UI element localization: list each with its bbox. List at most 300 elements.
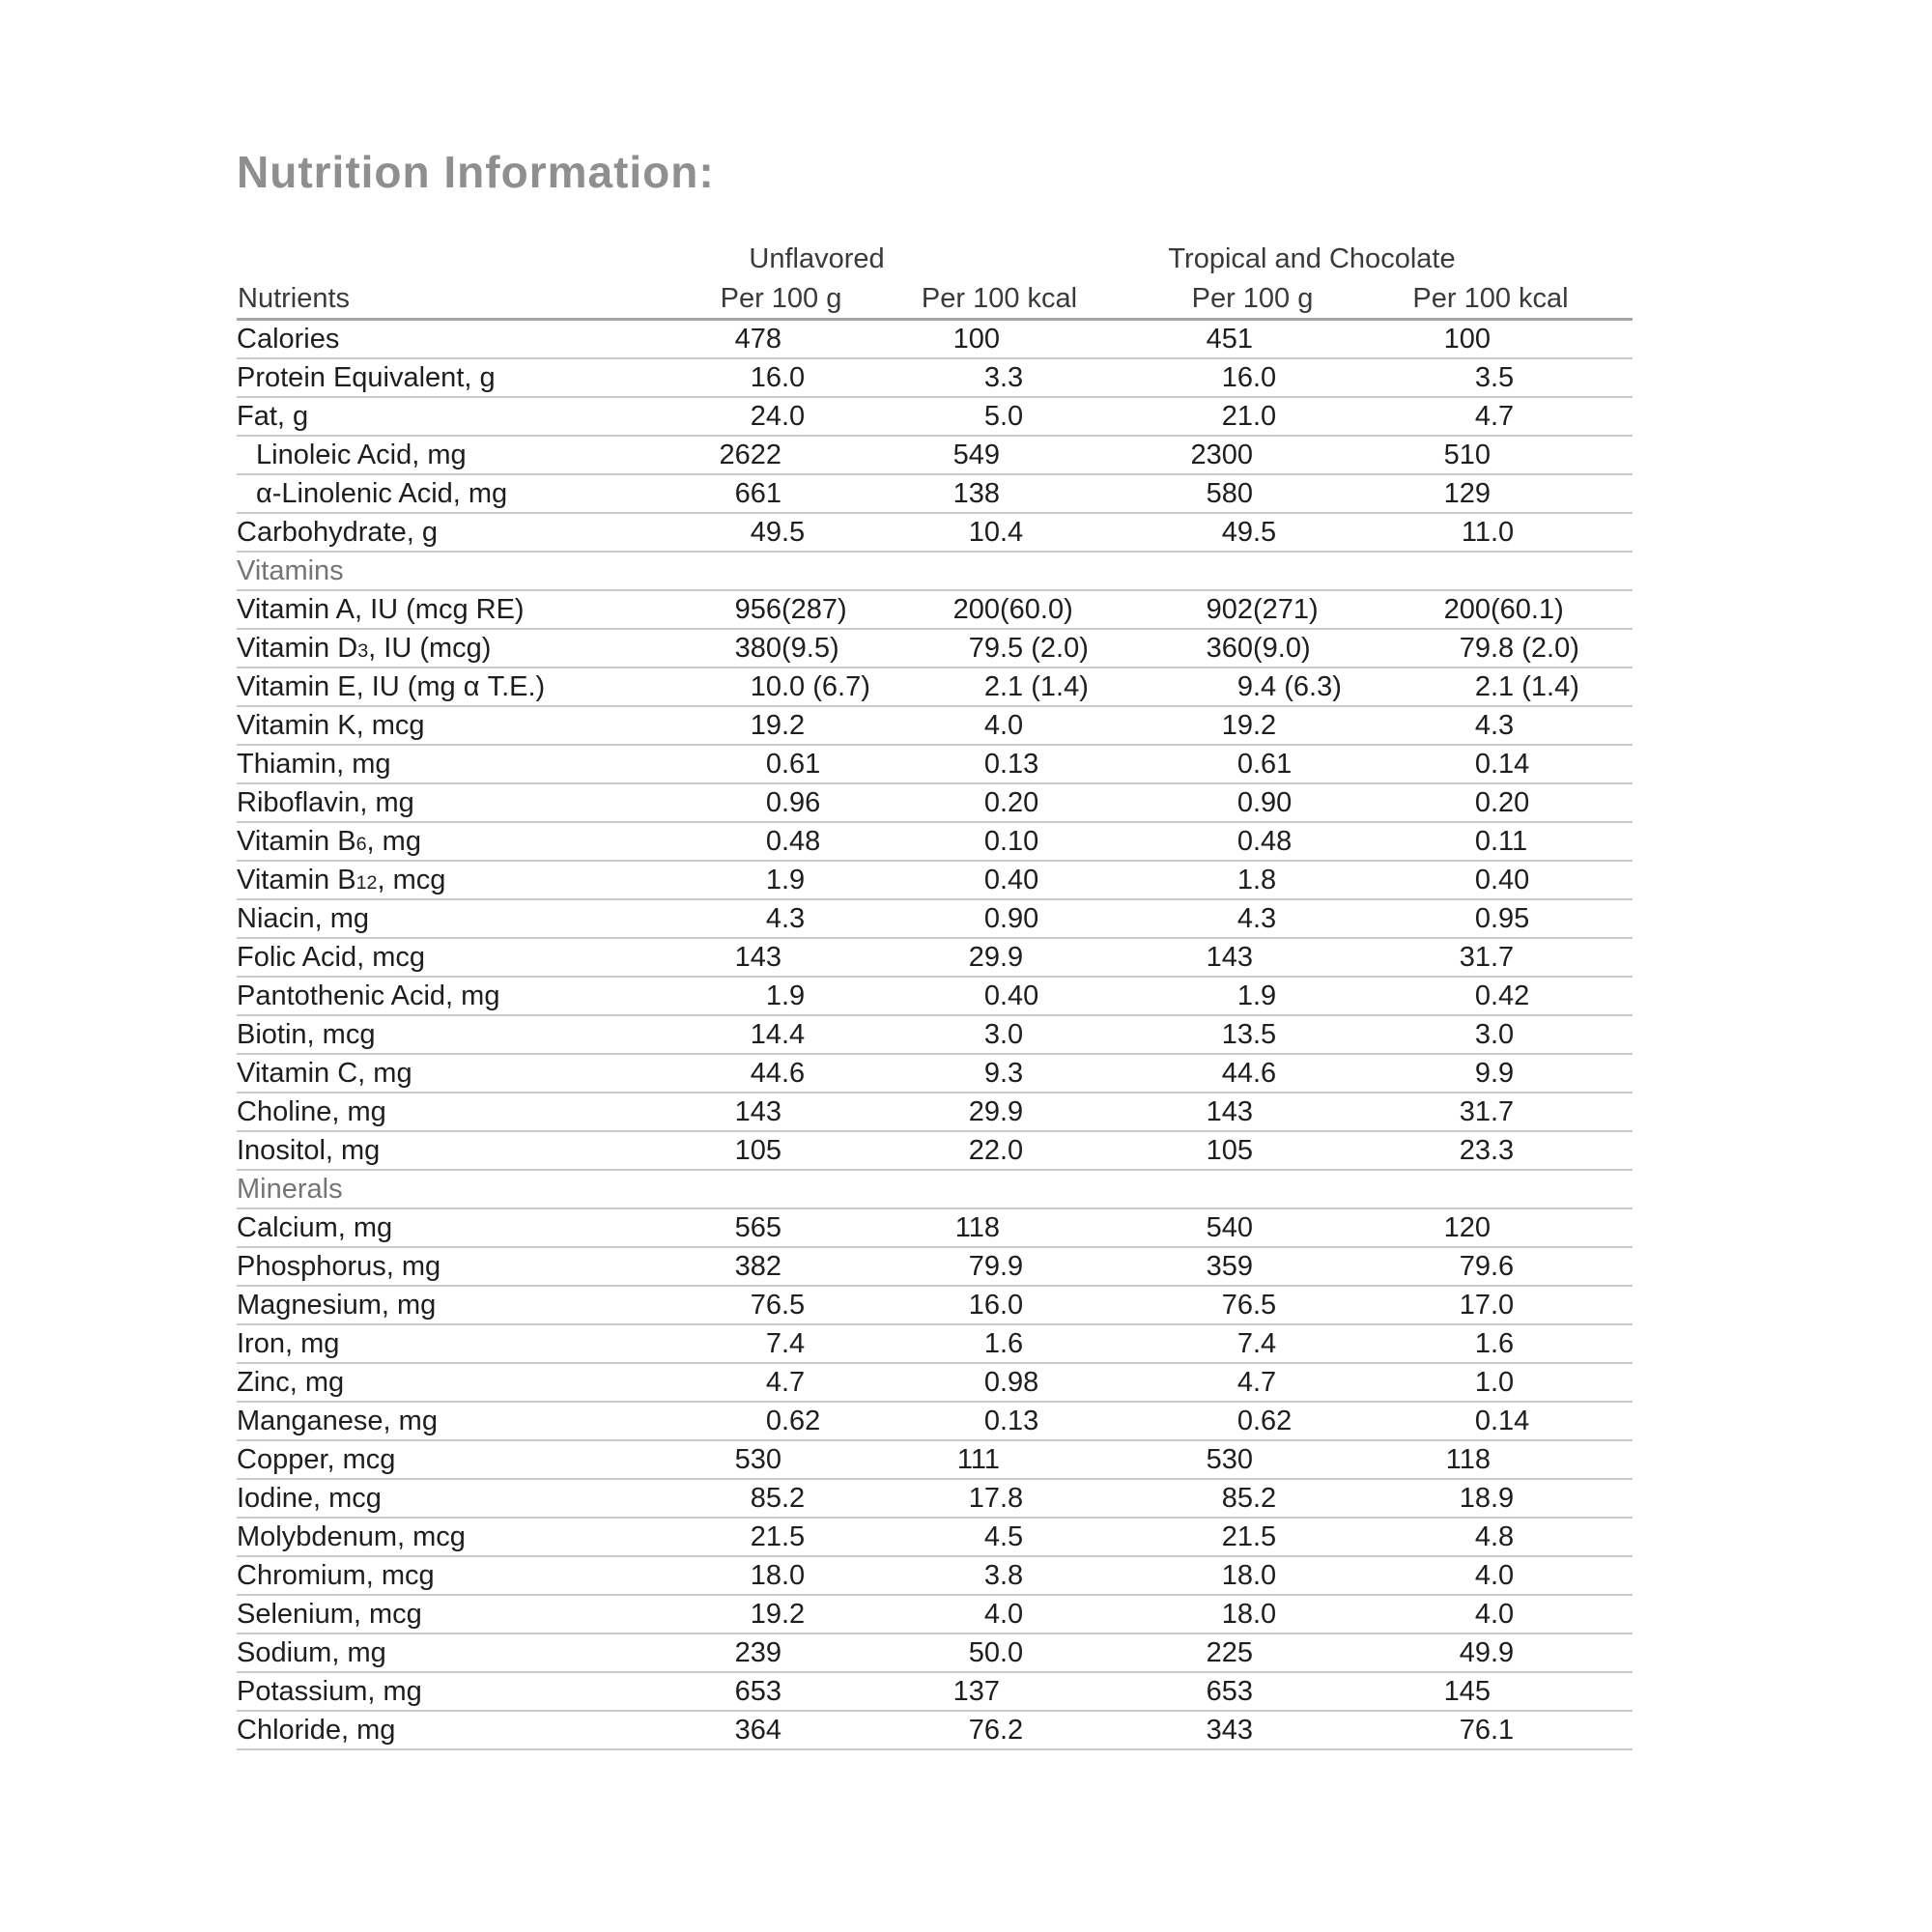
value-fraction-part: .11	[1491, 826, 1528, 857]
nutrient-value	[1096, 745, 1348, 783]
column-header-row	[237, 280, 1633, 320]
table-row	[237, 783, 1633, 822]
value-integer-part: 0	[765, 787, 781, 818]
nutrient-value	[1348, 1479, 1633, 1518]
value-integer-part: 530	[1206, 1444, 1253, 1475]
value-integer-part: 4	[1474, 1599, 1491, 1630]
value-integer-part: 5	[983, 401, 1000, 432]
value-integer-part: 0	[1236, 787, 1253, 818]
nutrient-value	[1348, 783, 1633, 822]
value-integer-part: 29	[968, 942, 1000, 973]
value-integer-part: 4	[1474, 1521, 1491, 1552]
nutrient-label: α-Linolenic Acid, mg	[237, 474, 604, 513]
value-fraction-part: .62	[781, 1406, 821, 1436]
group-header-row	[237, 238, 1633, 280]
nutrient-value	[1096, 1286, 1348, 1324]
nutrient-value	[604, 358, 874, 397]
value-integer-part: 4	[765, 1367, 781, 1398]
value-fraction-part: .5	[781, 517, 806, 548]
value-integer-part: 4	[1474, 710, 1491, 741]
nutrient-label: Iron, mg	[237, 1324, 604, 1363]
value-integer-part: 653	[1206, 1676, 1253, 1707]
value-fraction-part: .13	[1000, 1406, 1039, 1436]
value-integer-part: 22	[968, 1135, 1000, 1166]
nutrient-label: Chromium, mcg	[237, 1556, 604, 1595]
value-integer-part: 540	[1206, 1212, 1253, 1243]
value-integer-part: 0	[983, 1367, 1000, 1398]
nutrient-value	[1096, 1208, 1348, 1247]
nutrient-value	[604, 822, 874, 861]
value-integer-part: 0	[983, 749, 1000, 780]
value-integer-part: 21	[1221, 401, 1253, 432]
nutrient-label: Calories	[237, 320, 604, 359]
value-fraction-part: .7	[1491, 401, 1515, 432]
nutrient-value	[874, 745, 1096, 783]
value-integer-part: 4	[765, 903, 781, 934]
value-integer-part: 49	[1459, 1637, 1491, 1668]
nutrient-label: Copper, mcg	[237, 1440, 604, 1479]
nutrient-label: Iodine, mcg	[237, 1479, 604, 1518]
value-fraction-part: .20	[1491, 787, 1530, 818]
value-fraction-part: .0	[1253, 362, 1277, 393]
nutrient-label: Riboflavin, mg	[237, 783, 604, 822]
nutrient-value	[1096, 1324, 1348, 1363]
value-integer-part: 0	[1474, 787, 1491, 818]
value-fraction-part: .5	[1000, 1521, 1024, 1552]
nutrient-value	[1348, 822, 1633, 861]
value-integer-part: 100	[952, 324, 1000, 355]
value-integer-part: 18	[1221, 1599, 1253, 1630]
value-integer-part: 3	[1474, 362, 1491, 393]
nutrient-value	[1348, 590, 1633, 629]
value-integer-part: 451	[1206, 324, 1253, 355]
value-integer-part: 31	[1459, 942, 1491, 973]
value-fraction-part: .3	[781, 903, 806, 934]
value-fraction-part: .90	[1000, 903, 1039, 934]
nutrient-value	[604, 668, 874, 706]
value-fraction-part: .90	[1253, 787, 1293, 818]
nutrient-value	[1348, 706, 1633, 745]
value-fraction-part: .6	[1491, 1251, 1515, 1282]
value-fraction-part: .4	[1253, 1328, 1277, 1359]
value-fraction-part: (271)	[1253, 594, 1319, 625]
value-integer-part: 2300	[1190, 440, 1253, 470]
value-integer-part: 7	[1236, 1328, 1253, 1359]
value-fraction-part: .0	[781, 401, 806, 432]
nutrient-value	[1096, 358, 1348, 397]
nutrient-value	[874, 1402, 1096, 1440]
value-fraction-part: .14	[1491, 1406, 1530, 1436]
value-integer-part: 145	[1443, 1676, 1491, 1707]
value-integer-part: 9	[1474, 1058, 1491, 1089]
value-fraction-part: .0	[1000, 401, 1024, 432]
value-integer-part: 2	[1474, 671, 1491, 702]
nutrient-value	[604, 1131, 874, 1170]
table-row	[237, 513, 1633, 552]
nutrient-value	[1348, 745, 1633, 783]
table-row	[237, 590, 1633, 629]
value-fraction-part: .0	[781, 1560, 806, 1591]
nutrient-label: Vitamin B6, mg	[237, 822, 604, 861]
value-integer-part: 120	[1443, 1212, 1491, 1243]
value-integer-part: 3	[983, 362, 1000, 393]
value-integer-part: 902	[1206, 594, 1253, 625]
table-row	[237, 668, 1633, 706]
value-integer-part: 653	[734, 1676, 781, 1707]
subscript: 6	[355, 834, 367, 855]
value-integer-part: 4	[983, 710, 1000, 741]
nutrient-value	[604, 1247, 874, 1286]
value-integer-part: 4	[983, 1521, 1000, 1552]
nutrient-label: Phosphorus, mg	[237, 1247, 604, 1286]
value-integer-part: 137	[952, 1676, 1000, 1707]
value-integer-part: 1	[765, 980, 781, 1011]
value-integer-part: 359	[1206, 1251, 1253, 1282]
value-fraction-part: .40	[1000, 980, 1039, 1011]
value-fraction-part: .95	[1491, 903, 1530, 934]
nutrient-value	[1348, 1131, 1633, 1170]
value-fraction-part: .48	[1253, 826, 1293, 857]
value-fraction-part: .0	[1000, 1135, 1024, 1166]
nutrient-value	[1348, 938, 1633, 977]
nutrient-value	[874, 513, 1096, 552]
value-integer-part: 380	[734, 633, 781, 664]
nutrient-value	[874, 436, 1096, 474]
value-fraction-part: .1	[1491, 1715, 1515, 1746]
value-fraction-part: .2	[1253, 710, 1277, 741]
value-fraction-part: .14	[1491, 749, 1530, 780]
column-header-nutrients: Nutrients	[237, 280, 604, 320]
nutrient-value	[1096, 861, 1348, 899]
nutrient-label: Protein Equivalent, g	[237, 358, 604, 397]
value-fraction-part: .0	[1000, 1290, 1024, 1321]
value-fraction-part: .10	[1000, 826, 1039, 857]
value-fraction-part: .9	[781, 980, 806, 1011]
nutrient-value	[874, 977, 1096, 1015]
value-integer-part: 79	[1459, 1251, 1491, 1282]
nutrient-value	[874, 1208, 1096, 1247]
value-integer-part: 138	[952, 478, 1000, 509]
value-integer-part: 4	[1236, 903, 1253, 934]
value-fraction-part: .0	[1491, 1019, 1515, 1050]
nutrient-label: Choline, mg	[237, 1093, 604, 1131]
value-fraction-part: .3	[1000, 362, 1024, 393]
value-integer-part: 0	[1474, 865, 1491, 895]
value-integer-part: 200	[1443, 594, 1491, 625]
value-fraction-part: .2	[1000, 1715, 1024, 1746]
table-row	[237, 745, 1633, 783]
value-fraction-part: .5	[1253, 517, 1277, 548]
nutrient-value	[604, 320, 874, 359]
nutrient-value	[604, 1634, 874, 1672]
value-integer-part: 21	[750, 1521, 781, 1552]
nutrient-label: Sodium, mg	[237, 1634, 604, 1672]
nutrient-label: Carbohydrate, g	[237, 513, 604, 552]
table-row	[237, 1711, 1633, 1749]
value-integer-part: 11	[1461, 517, 1491, 548]
nutrient-value	[874, 1479, 1096, 1518]
nutrient-value	[874, 1634, 1096, 1672]
value-integer-part: 9	[983, 1058, 1000, 1089]
table-row	[237, 1131, 1633, 1170]
value-fraction-part: .62	[1253, 1406, 1293, 1436]
value-integer-part: 100	[1443, 324, 1491, 355]
nutrient-value	[1096, 629, 1348, 668]
nutrient-value	[874, 1711, 1096, 1749]
nutrient-value	[1348, 358, 1633, 397]
value-fraction-part: .48	[781, 826, 821, 857]
value-fraction-part: .0	[1491, 1599, 1515, 1630]
nutrient-value	[874, 1093, 1096, 1131]
nutrient-value	[1096, 977, 1348, 1015]
value-integer-part: 0	[1474, 1406, 1491, 1436]
value-fraction-part: .20	[1000, 787, 1039, 818]
nutrient-value	[1348, 1556, 1633, 1595]
nutrition-sheet	[237, 145, 1633, 1750]
nutrient-label: Molybdenum, mcg	[237, 1518, 604, 1556]
value-fraction-part: .2	[781, 1483, 806, 1514]
value-integer-part: 510	[1443, 440, 1491, 470]
value-integer-part: 76	[968, 1715, 1000, 1746]
value-integer-part: 18	[1221, 1560, 1253, 1591]
value-integer-part: 0	[765, 1406, 781, 1436]
nutrient-value	[1096, 397, 1348, 436]
nutrient-label: Chloride, mg	[237, 1711, 604, 1749]
value-fraction-part: .4 (6.3)	[1253, 671, 1342, 702]
nutrient-value	[1096, 1634, 1348, 1672]
nutrient-value	[604, 1595, 874, 1634]
nutrient-value	[604, 706, 874, 745]
value-fraction-part: .5 (2.0)	[1000, 633, 1089, 664]
nutrient-value	[604, 1402, 874, 1440]
value-fraction-part: .5	[1253, 1521, 1277, 1552]
value-fraction-part: .6	[1491, 1328, 1515, 1359]
value-fraction-part: .2	[1253, 1483, 1277, 1514]
value-fraction-part: .0	[1000, 1637, 1024, 1668]
value-fraction-part: .3	[1000, 1058, 1024, 1089]
nutrient-value	[874, 1363, 1096, 1402]
section-row	[237, 1170, 1633, 1208]
nutrient-value	[874, 1672, 1096, 1711]
nutrient-value	[604, 436, 874, 474]
value-integer-part: 111	[956, 1444, 1000, 1475]
table-row	[237, 1556, 1633, 1595]
value-integer-part: 143	[734, 942, 781, 973]
value-integer-part: 31	[1459, 1096, 1491, 1127]
subscript: 12	[355, 872, 378, 894]
value-integer-part: 76	[750, 1290, 781, 1321]
nutrient-value	[1348, 1440, 1633, 1479]
nutrient-value	[604, 1479, 874, 1518]
nutrient-value	[1348, 629, 1633, 668]
nutrient-value	[604, 1556, 874, 1595]
table-row	[237, 706, 1633, 745]
value-integer-part: 85	[1221, 1483, 1253, 1514]
value-fraction-part: .0	[1491, 517, 1515, 548]
value-fraction-part: .42	[1491, 980, 1530, 1011]
nutrient-value	[1348, 1054, 1633, 1093]
value-fraction-part: .0	[1000, 710, 1024, 741]
value-fraction-part: .6	[1253, 1058, 1277, 1089]
table-header	[237, 238, 1633, 320]
value-fraction-part: .13	[1000, 749, 1039, 780]
value-integer-part: 4	[1236, 1367, 1253, 1398]
value-fraction-part: .4	[781, 1328, 806, 1359]
value-integer-part: 956	[734, 594, 781, 625]
value-fraction-part: (9.0)	[1253, 633, 1311, 664]
value-fraction-part: .5	[781, 1290, 806, 1321]
nutrient-value	[1348, 1015, 1633, 1054]
table-row	[237, 1672, 1633, 1711]
value-fraction-part: .4	[1000, 517, 1024, 548]
column-header-per-100kcal-tropical: Per 100 kcal	[1348, 280, 1633, 320]
value-integer-part: 18	[750, 1560, 781, 1591]
nutrient-value	[1096, 1131, 1348, 1170]
value-fraction-part: .98	[1000, 1367, 1039, 1398]
value-integer-part: 0	[1236, 826, 1253, 857]
value-fraction-part: .9	[781, 865, 806, 895]
value-integer-part: 0	[983, 1406, 1000, 1436]
value-integer-part: 16	[1221, 362, 1253, 393]
nutrient-label: Linoleic Acid, mg	[237, 436, 604, 474]
value-integer-part: 118	[954, 1212, 1000, 1243]
table-row	[237, 1595, 1633, 1634]
table-row	[237, 977, 1633, 1015]
nutrient-value	[604, 1363, 874, 1402]
nutrition-table-rows	[237, 320, 1633, 1750]
nutrient-label: Vitamin C, mg	[237, 1054, 604, 1093]
nutrient-value	[604, 1286, 874, 1324]
value-integer-part: 1	[983, 1328, 1000, 1359]
value-integer-part: 105	[1206, 1135, 1253, 1166]
value-integer-part: 17	[1459, 1290, 1491, 1321]
nutrient-value	[1348, 1402, 1633, 1440]
value-integer-part: 565	[734, 1212, 781, 1243]
value-fraction-part: .5	[1253, 1019, 1277, 1050]
value-fraction-part: .2	[781, 710, 806, 741]
value-integer-part: 2622	[719, 440, 781, 470]
value-fraction-part: .9	[1253, 980, 1277, 1011]
value-fraction-part: .61	[1253, 749, 1293, 780]
value-integer-part: 24	[750, 401, 781, 432]
table-row	[237, 1015, 1633, 1054]
table-row	[237, 861, 1633, 899]
value-integer-part: 0	[1474, 903, 1491, 934]
table-row	[237, 1324, 1633, 1363]
value-integer-part: 2	[983, 671, 1000, 702]
table-row	[237, 474, 1633, 513]
nutrient-value	[1348, 668, 1633, 706]
nutrient-value	[874, 1015, 1096, 1054]
nutrient-value	[1348, 1672, 1633, 1711]
value-fraction-part: .7	[781, 1367, 806, 1398]
nutrient-value	[1348, 899, 1633, 938]
value-fraction-part: .5	[1253, 1290, 1277, 1321]
value-fraction-part: (60.1)	[1491, 594, 1564, 625]
value-integer-part: 0	[983, 865, 1000, 895]
table-row	[237, 1286, 1633, 1324]
value-integer-part: 21	[1221, 1521, 1253, 1552]
value-fraction-part: .3	[1491, 710, 1515, 741]
value-fraction-part: .9	[1491, 1058, 1515, 1089]
nutrient-label: Vitamin D3, IU (mcg)	[237, 629, 604, 668]
value-fraction-part: .0	[1253, 401, 1277, 432]
table-row	[237, 358, 1633, 397]
nutrient-value	[1348, 1286, 1633, 1324]
value-integer-part: 0	[1474, 826, 1491, 857]
nutrient-value	[1096, 1402, 1348, 1440]
nutrient-value	[1096, 668, 1348, 706]
nutrient-value	[1348, 1247, 1633, 1286]
nutrient-value	[1096, 474, 1348, 513]
table-row	[237, 1208, 1633, 1247]
nutrient-value	[604, 745, 874, 783]
value-fraction-part: .1 (1.4)	[1000, 671, 1089, 702]
nutrient-label: Biotin, mcg	[237, 1015, 604, 1054]
nutrient-value	[874, 668, 1096, 706]
nutrient-value	[604, 1015, 874, 1054]
nutrient-value	[1348, 513, 1633, 552]
nutrient-value	[1096, 590, 1348, 629]
nutrient-value	[1096, 1479, 1348, 1518]
table-row	[237, 938, 1633, 977]
nutrient-value	[604, 899, 874, 938]
value-integer-part: 239	[734, 1637, 781, 1668]
value-fraction-part: .9	[1000, 1096, 1024, 1127]
value-integer-part: 3	[1474, 1019, 1491, 1050]
table-row	[237, 1093, 1633, 1131]
value-integer-part: 17	[968, 1483, 1000, 1514]
nutrient-value	[1096, 899, 1348, 938]
nutrient-value	[874, 1324, 1096, 1363]
nutrient-label: Niacin, mg	[237, 899, 604, 938]
value-integer-part: 0	[765, 749, 781, 780]
nutrient-value	[1348, 1711, 1633, 1749]
value-fraction-part: .6	[1000, 1328, 1024, 1359]
value-integer-part: 200	[952, 594, 1000, 625]
nutrient-value	[604, 1324, 874, 1363]
nutrient-value	[874, 320, 1096, 359]
table-row	[237, 436, 1633, 474]
value-fraction-part: .7	[1491, 1096, 1515, 1127]
value-fraction-part: (60.0)	[1000, 594, 1073, 625]
value-integer-part: 0	[765, 826, 781, 857]
value-integer-part: 4	[1474, 401, 1491, 432]
value-integer-part: 478	[734, 324, 781, 355]
nutrient-value	[604, 938, 874, 977]
nutrient-value	[1096, 1440, 1348, 1479]
value-integer-part: 49	[750, 517, 781, 548]
nutrient-value	[874, 1440, 1096, 1479]
nutrition-table	[237, 238, 1633, 1750]
nutrient-value	[1096, 1595, 1348, 1634]
nutrient-value	[1096, 1015, 1348, 1054]
value-fraction-part: .8	[1000, 1560, 1024, 1591]
value-integer-part: 0	[1474, 749, 1491, 780]
value-integer-part: 79	[1459, 633, 1491, 664]
table-row	[237, 822, 1633, 861]
nutrient-label: Vitamin A, IU (mcg RE)	[237, 590, 604, 629]
value-integer-part: 0	[983, 980, 1000, 1011]
nutrient-value	[604, 861, 874, 899]
value-integer-part: 19	[750, 710, 781, 741]
table-row	[237, 1634, 1633, 1672]
value-integer-part: 19	[1221, 710, 1253, 741]
value-integer-part: 4	[1474, 1560, 1491, 1591]
value-integer-part: 13	[1221, 1019, 1253, 1050]
nutrient-value	[604, 1093, 874, 1131]
nutrient-value	[874, 822, 1096, 861]
